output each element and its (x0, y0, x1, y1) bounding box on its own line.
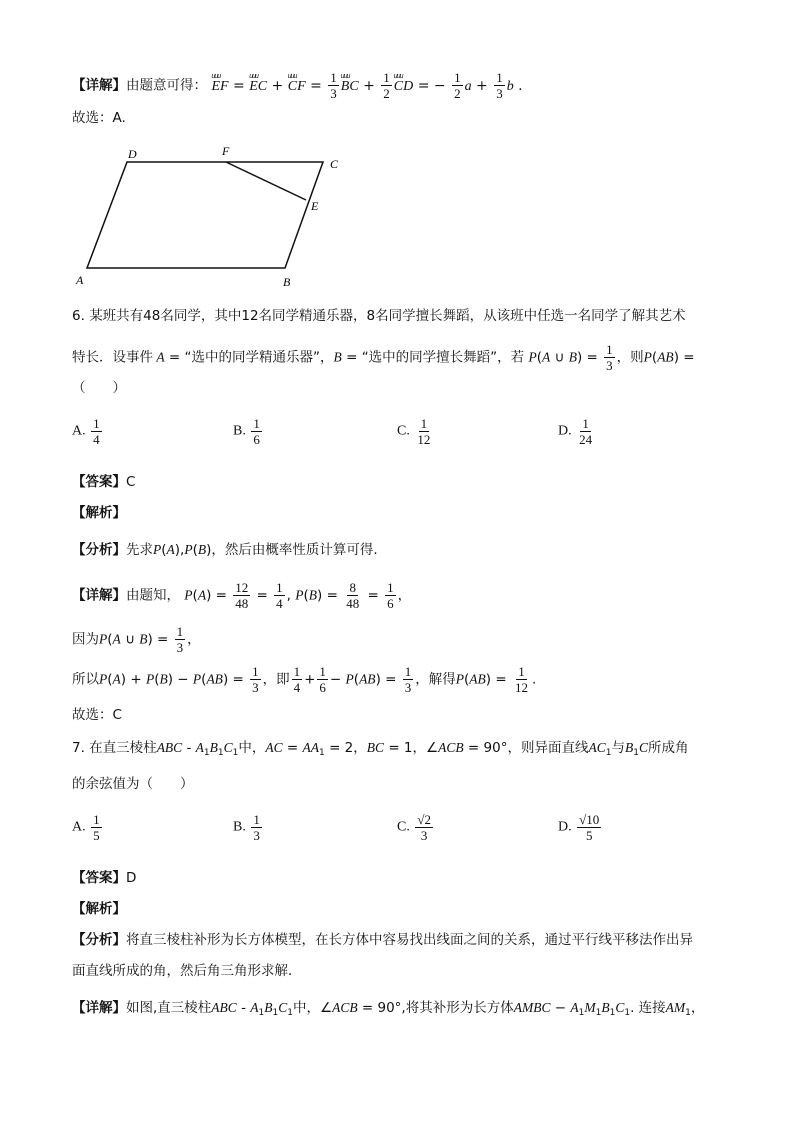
label-c: C (330, 157, 339, 171)
q7-option-d[interactable]: D. $\frac{√10}{5}$ (558, 812, 600, 843)
stem-text: 某班共有48名同学，其中12名同学精通乐器，8名同学擅长舞蹈，从该班中任选一名同学了解其艺术 (89, 308, 686, 324)
q6-fenxi: 【分析】先求P(A),P(B)，然后由概率性质计算可得. (72, 542, 378, 558)
q7-stem-line2: 的余弦值为（ ） (72, 776, 194, 792)
q6-analysis-tag: 【解析】 (72, 505, 126, 521)
q7-stem-line1: 7. 在直三棱柱ABC - $A_1B_1C_1$中，AC = $AA_1 = 2$，BC = 1，∠ACB = 90°，则异面直线$AC_1$与$B_1C$所成角 (72, 740, 689, 758)
q6-choice: 故选：C (72, 707, 122, 723)
q6-option-d[interactable]: D. $\frac{1}{24}$ (558, 416, 593, 447)
q6-detail: 【详解】由题知， P(A) = $\frac{12}{48}$ = $\frac{1}{4}$ , P(B) = $\frac{8}{48}$ = $\frac{1}{6}$ ， (72, 580, 412, 611)
parallelogram-figure (70, 140, 370, 290)
q7-fenxi-line1: 【分析】将直三棱柱补形为长方体模型，在长方体中容易找出线面之间的关系，通过平行线平移法作出异 (72, 932, 693, 948)
q7-analysis-tag: 【解析】 (72, 901, 126, 917)
label-a: A (76, 273, 84, 287)
q7-answer: 【答案】D (72, 870, 137, 886)
q6-option-b[interactable]: B. $\frac{1}{6}$ (233, 416, 260, 447)
label-b: B (283, 275, 291, 289)
q6-answer: 【答案】C (72, 474, 136, 490)
label-e: E (311, 199, 319, 213)
label-d: D (128, 147, 137, 161)
q6-option-c[interactable]: C. $\frac{1}{12}$ (397, 416, 431, 447)
q7-fenxi-line2: 面直线所成的角，然后角三角形求解． (72, 963, 302, 979)
detail-intro: 由题意可得： (126, 77, 207, 94)
label-f: F (222, 144, 230, 158)
q6-so: 所以P(A) + P(B) − P(AB) = $\frac{1}{3}$ ，即 $\frac{1}{4}$ + $\frac{1}{6}$ − P(AB) = $\frac{1}{3}$ ，解得P(AB) = $\frac{1}{12}$ . (72, 664, 537, 695)
q5-choice: 故选：A. (72, 110, 126, 126)
vector-equation: uuu EF = uuu EC + uuu CF = $\frac{1}{3}$ uuu BC + $\frac{1}{2}$ uuu CD = − $\frac{1}{2}$ a + $\frac{1}{3}$ b . (211, 78, 522, 94)
q6-stem-line1 (72, 306, 686, 326)
q7-detail: 【详解】如图,直三棱柱ABC - $A_1B_1C_1$中，∠ACB = 90°,将其补形为长方体AMBC − $A_1M_1B_1C_1$. 连接$AM_1$， (72, 1000, 705, 1018)
q7-option-a[interactable]: A. $\frac{1}{5}$ (72, 812, 100, 843)
q6-because: 因为P(A ∪ B) = $\frac{1}{3}$ ， (72, 624, 201, 655)
q7-option-c[interactable]: C. $\frac{√2}{3}$ (397, 812, 431, 843)
q6-paren: （ ） (72, 380, 126, 396)
question-number: 6. (72, 308, 85, 324)
detail-tag: 【详解】 (72, 77, 126, 94)
q6-option-a[interactable]: A. $\frac{1}{4}$ (72, 416, 100, 447)
q7-option-b[interactable]: B. $\frac{1}{3}$ (233, 812, 260, 843)
q5-detail-line (72, 70, 523, 101)
q6-stem-line2: 特长．设事件 A = “选中的同学精通乐器”，B = “选中的同学擅长舞蹈”，若 P(A ∪ B) = $\frac{1}{3}$ ，则P(AB) = (72, 342, 695, 373)
